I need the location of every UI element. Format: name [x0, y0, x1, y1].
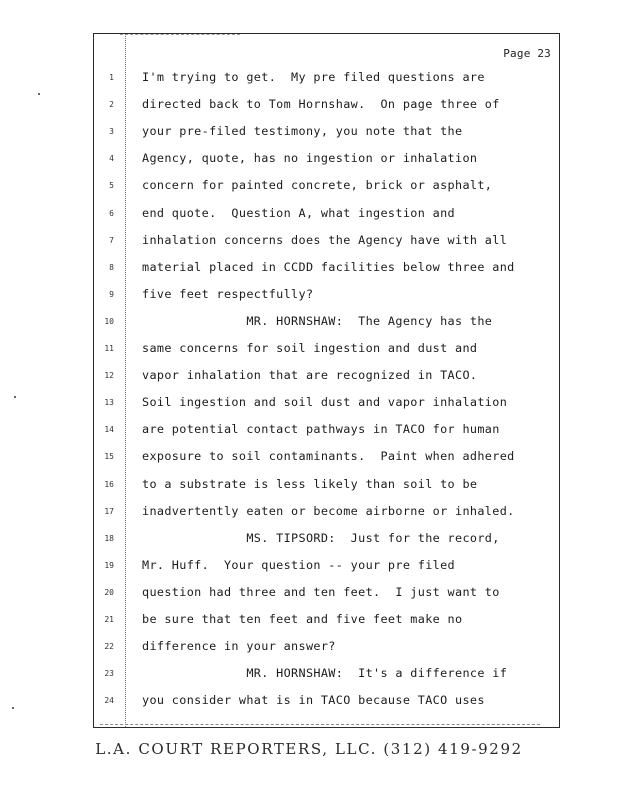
line-number: 14 — [104, 425, 114, 435]
line-number: 20 — [104, 587, 114, 597]
line-number: 7 — [109, 235, 114, 245]
scan-speck — [12, 707, 14, 709]
line-text: MR. HORNSHAW: The Agency has the — [142, 313, 493, 328]
line-number: 2 — [109, 100, 114, 110]
line-number: 18 — [104, 533, 114, 543]
line-text: exposure to soil contaminants. Paint when adhered — [142, 449, 515, 464]
page-number: Page 23 — [503, 47, 551, 60]
line-text: same concerns for soil ingestion and dust and — [142, 341, 478, 355]
line-text: concern for painted concrete, brick or asphalt, — [142, 178, 493, 193]
line-text: question had three and ten feet. I just want to — [142, 584, 500, 599]
line-text: Mr. Huff. Your question -- your pre filed — [142, 557, 455, 572]
line-text: material placed in CCDD facilities below three and — [142, 259, 515, 274]
scan-artifact-bottom — [100, 724, 540, 725]
line-text: Soil ingestion and soil dust and vapor inhalation — [142, 395, 508, 410]
line-text: vapor inhalation that are recognized in TACO. — [142, 368, 478, 383]
scan-speck — [38, 93, 40, 95]
line-text: directed back to Tom Hornshaw. On page three of — [142, 97, 500, 112]
line-text: MS. TIPSORD: Just for the record, — [142, 530, 500, 545]
line-text: to a substrate is less likely than soil to be — [142, 476, 478, 491]
line-text: I'm trying to get. My pre filed questions are — [142, 70, 485, 84]
line-number: 11 — [104, 344, 114, 353]
line-text: difference in your answer? — [142, 639, 336, 654]
line-text: Agency, quote, has no ingestion or inhalation — [142, 151, 478, 166]
line-text: are potential contact pathways in TACO for human — [142, 422, 500, 437]
line-number: 9 — [109, 289, 114, 299]
line-number: 22 — [104, 642, 114, 652]
line-number: 19 — [104, 560, 114, 570]
line-number: 16 — [104, 479, 114, 489]
line-number: 10 — [104, 316, 114, 326]
court-reporter-footer: L.A. COURT REPORTERS, LLC. (312) 419-9292 — [95, 740, 523, 758]
line-number: 24 — [104, 696, 114, 706]
line-number: 3 — [109, 127, 114, 137]
line-number: 8 — [109, 262, 114, 272]
line-text: your pre-filed testimony, you note that the — [142, 124, 463, 139]
line-number: 5 — [109, 181, 114, 191]
line-text: MR. HORNSHAW: It's a difference if — [142, 666, 508, 681]
line-number: 21 — [104, 615, 114, 624]
line-number: 13 — [104, 398, 114, 408]
line-text: five feet respectfully? — [142, 286, 314, 301]
line-number: 6 — [109, 208, 114, 218]
line-number: 17 — [104, 506, 114, 516]
transcript-page-frame — [93, 33, 560, 728]
line-number: 1 — [109, 73, 114, 82]
line-number: 12 — [104, 371, 114, 381]
line-text: end quote. Question A, what ingestion and — [142, 205, 455, 220]
line-text: you consider what is in TACO because TACO uses — [142, 693, 485, 708]
line-text: inhalation concerns does the Agency have with all — [142, 232, 508, 247]
line-number: 15 — [104, 452, 114, 462]
line-text: be sure that ten feet and five feet make no — [142, 612, 463, 626]
line-text: inadvertently eaten or become airborne or inhaled. — [142, 503, 515, 518]
line-number: 23 — [104, 669, 114, 679]
line-number: 4 — [109, 154, 114, 164]
scan-speck — [14, 396, 16, 398]
